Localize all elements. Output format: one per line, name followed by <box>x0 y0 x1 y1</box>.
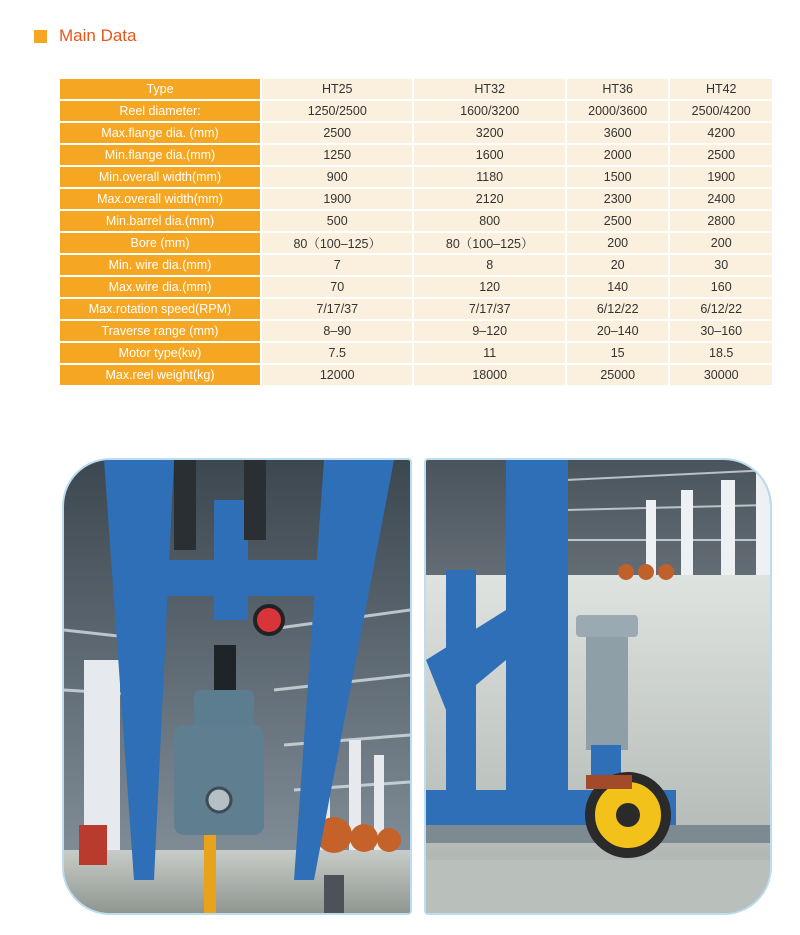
value-cell: 200 <box>670 233 772 253</box>
table-row <box>60 123 772 143</box>
value-cell: 140 <box>567 277 669 297</box>
row-label-cell: Min. wire dia.(mm) <box>60 255 260 275</box>
row-label-cell: Min.flange dia.(mm) <box>60 145 260 165</box>
value-cell: 2000/3600 <box>567 101 669 121</box>
value-cell: 7.5 <box>262 343 412 363</box>
table-row <box>60 277 772 297</box>
spec-table <box>58 77 774 387</box>
value-cell: HT42 <box>670 79 772 99</box>
row-label-cell: Type <box>60 79 260 99</box>
table-row <box>60 167 772 187</box>
table-row <box>60 321 772 341</box>
value-cell: 30 <box>670 255 772 275</box>
value-cell: 3600 <box>567 123 669 143</box>
value-cell: 200 <box>567 233 669 253</box>
value-cell: 9–120 <box>414 321 564 341</box>
value-cell: 1250 <box>262 145 412 165</box>
value-cell: 1900 <box>262 189 412 209</box>
value-cell: 8 <box>414 255 564 275</box>
value-cell: 2500 <box>262 123 412 143</box>
machine-photo-left <box>62 458 412 915</box>
table-row <box>60 189 772 209</box>
value-cell: 2120 <box>414 189 564 209</box>
value-cell: 12000 <box>262 365 412 385</box>
value-cell: 500 <box>262 211 412 231</box>
value-cell: 70 <box>262 277 412 297</box>
value-cell: 30–160 <box>670 321 772 341</box>
row-label-cell: Max.flange dia. (mm) <box>60 123 260 143</box>
row-label-cell: Traverse range (mm) <box>60 321 260 341</box>
value-cell: 80（100–125） <box>414 233 564 253</box>
heading-bullet-icon <box>34 30 47 43</box>
section-title: Main Data <box>59 26 137 45</box>
value-cell: 6/12/22 <box>567 299 669 319</box>
value-cell: 900 <box>262 167 412 187</box>
value-cell: 6/12/22 <box>670 299 772 319</box>
value-cell: 2400 <box>670 189 772 209</box>
table-row <box>60 145 772 165</box>
value-cell: 11 <box>414 343 564 363</box>
value-cell: 1500 <box>567 167 669 187</box>
table-row <box>60 299 772 319</box>
table-row <box>60 233 772 253</box>
row-label-cell: Bore (mm) <box>60 233 260 253</box>
table-row <box>60 101 772 121</box>
value-cell: 120 <box>414 277 564 297</box>
value-cell: 7/17/37 <box>414 299 564 319</box>
value-cell: 20–140 <box>567 321 669 341</box>
table-row <box>60 365 772 385</box>
value-cell: 20 <box>567 255 669 275</box>
value-cell: 1600/3200 <box>414 101 564 121</box>
value-cell: 1250/2500 <box>262 101 412 121</box>
value-cell: 18.5 <box>670 343 772 363</box>
section-heading <box>34 26 136 46</box>
value-cell: 7/17/37 <box>262 299 412 319</box>
row-label-cell: Max.reel weight(kg) <box>60 365 260 385</box>
value-cell: 3200 <box>414 123 564 143</box>
value-cell: 2500 <box>567 211 669 231</box>
value-cell: 4200 <box>670 123 772 143</box>
value-cell: 1900 <box>670 167 772 187</box>
row-label-cell: Max.wire dia.(mm) <box>60 277 260 297</box>
value-cell: 800 <box>414 211 564 231</box>
row-label-cell: Max.overall width(mm) <box>60 189 260 209</box>
value-cell: 15 <box>567 343 669 363</box>
value-cell: 2300 <box>567 189 669 209</box>
value-cell: 2500 <box>670 145 772 165</box>
row-label-cell: Max.rotation speed(RPM) <box>60 299 260 319</box>
table-row <box>60 255 772 275</box>
table-row <box>60 343 772 363</box>
value-cell: HT25 <box>262 79 412 99</box>
row-label-cell: Reel diameter: <box>60 101 260 121</box>
row-label-cell: Motor type(kw) <box>60 343 260 363</box>
value-cell: 2800 <box>670 211 772 231</box>
value-cell: 160 <box>670 277 772 297</box>
table-row <box>60 211 772 231</box>
machine-photo-right <box>424 458 772 915</box>
value-cell: 2000 <box>567 145 669 165</box>
value-cell: 30000 <box>670 365 772 385</box>
table-header-row <box>60 79 772 99</box>
value-cell: 1180 <box>414 167 564 187</box>
row-label-cell: Min.barrel dia.(mm) <box>60 211 260 231</box>
value-cell: 25000 <box>567 365 669 385</box>
value-cell: 18000 <box>414 365 564 385</box>
value-cell: HT36 <box>567 79 669 99</box>
value-cell: 7 <box>262 255 412 275</box>
value-cell: 2500/4200 <box>670 101 772 121</box>
value-cell: 1600 <box>414 145 564 165</box>
row-label-cell: Min.overall width(mm) <box>60 167 260 187</box>
value-cell: 8–90 <box>262 321 412 341</box>
value-cell: HT32 <box>414 79 564 99</box>
value-cell: 80（100–125） <box>262 233 412 253</box>
